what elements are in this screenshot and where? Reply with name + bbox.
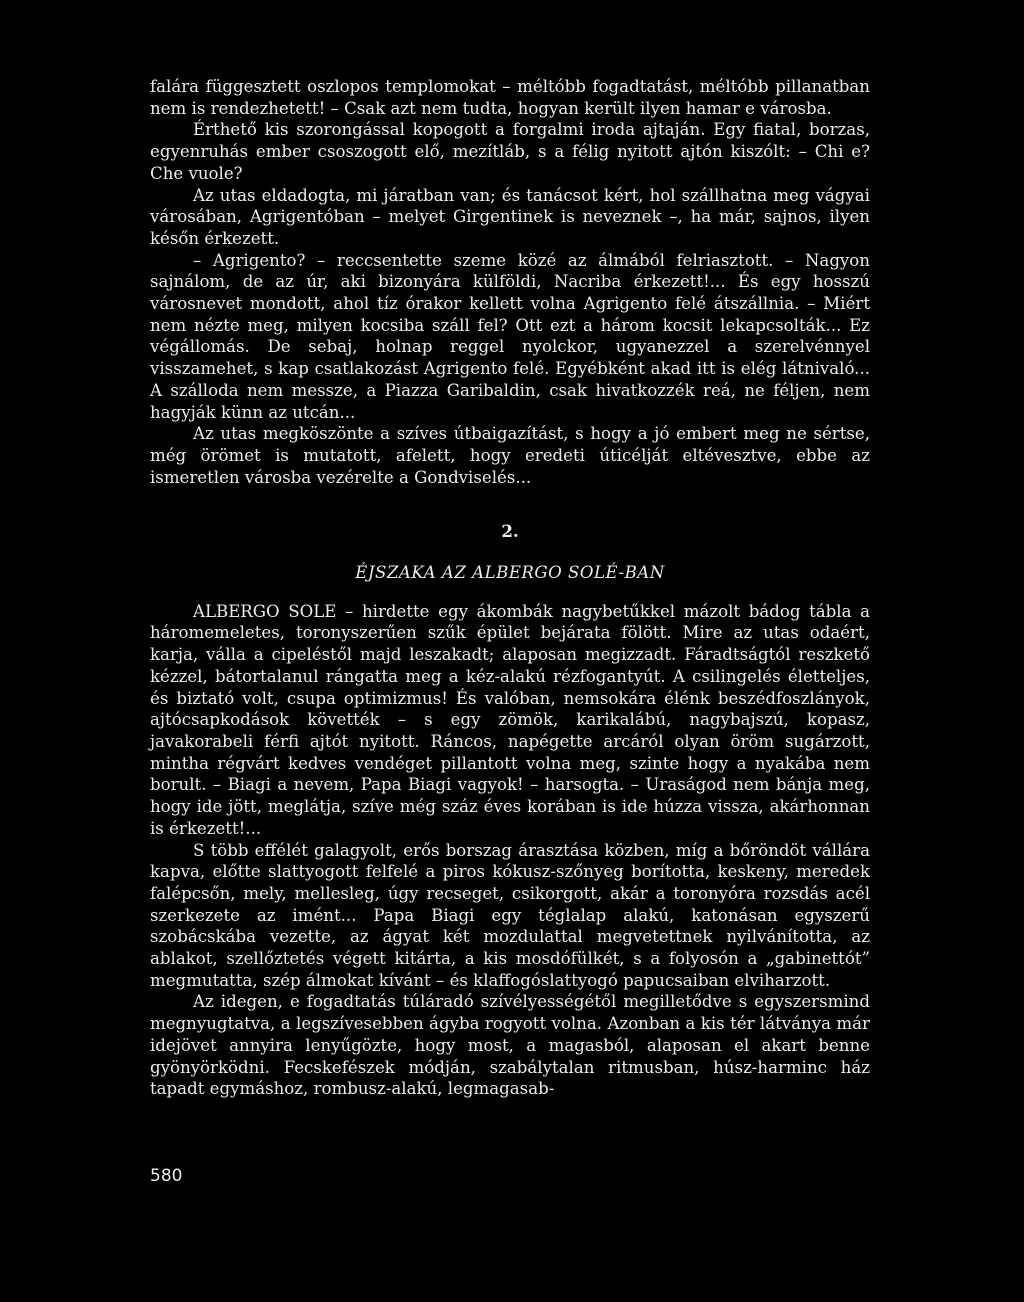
paragraph-thanks: Az utas megköszönte a szíves útbaigazítást, s hogy a jó embert meg ne sértse, még örömet is mutatott, afelett, hogy eredeti úticélját eltévesztve, ebbe az ismeretlen városba vezérelte a Gondviselés... xyxy=(150,424,870,487)
page-body xyxy=(150,76,870,1100)
paragraph-stairs: S több effélét galagyolt, erős borszag árasztása közben, míg a bőröndöt vállára kapva, előtte slattyogott felfelé a piros kókusz-szőnyeg borította, keskeny, meredek falépcsőn, mely, mellesleg, úgy recseget, csikorgott, akár a toronyóra rozsdás acél szerkezete az imént... Papa Biagi egy téglalap alakú, katonásan egyszerű szobácskába vezette, az ágyat két mozdulattal megvetettnek nyilvánította, az ablakot, szellőztetés végett kitárta, a kis mosdófülkét, s a folyosón a „gabinettót” megmutatta, szép álmokat kívánt – és klaffogóslattyogó papucsaiban elviharzott. xyxy=(150,840,870,990)
paragraph-square: Az idegen, e fogadtatás túláradó szívélyességétől megilletődve s egyszersmind megnyugtatva, a legszívesebben ágyba rogyott volna. Azonban a kis tér látványa már idejövet annyira lenyűgözte, hogy most, a magasból, alaposan el akart benne gyönyörködni. Fecskefészek módján, szabálytalan ritmusban, húsz-harminc ház tapadt egymáshoz, rombusz-alakú, legmagasab- xyxy=(150,992,870,1099)
chapter-title: ÉJSZAKA AZ ALBERGO SOLÉ-BAN xyxy=(355,563,665,583)
paragraph-reply: – Agrigento? – reccsentette szeme közé az álmából felriasztott. – Nagyon sajnálom, de az úr, aki bizonyára külföldi, Nacriba érkezett!... És egy hosszú városnevet mondott, ahol tíz órakor kellett volna Agrigento felé átszállnia. – Miért nem nézte meg, milyen kocsiba száll fel? Ott ezt a három kocsit lekapcsolták... Ez végállomás. De sebaj, holnap reggel nyolckor, ugyanezzel a szerelvénnyel visszamehet, s kap csatlakozást Agrigento felé. Egyébként akad itt is elég látnivaló... A szálloda nem messze, a Piazza Garibaldin, csak hivatkozzék reá, ne féljen, nem hagyják künn az utcán... xyxy=(150,250,870,422)
paragraph-albergo: ALBERGO SOLE – hirdette egy ákombák nagybetűkkel mázolt bádog tábla a háromemeletes, toronyszerűen szűk épület bejárata fölött. Mire az utas odaért, karja, válla a cipeléstől majd leszakadt; alaposan megizzadt. Fáradtságtól reszkető kézzel, bátortalanul rángatta meg a kéz-alakú rézfogantyút. A csilingelés életteljes, és biztató volt, csupa optimizmus! És valóban, nemsokára élénk beszédfoszlányok, ajtócsapkodások követték – s egy zömök, karikalábú, nagybajszú, kopasz, javakorabeli férfi ajtót nyitott. Ráncos, napégette arcáról olyan öröm sugárzott, mintha régvárt kedves vendéget pillantott volna meg, szinte hogy a nyakába nem borult. – Biagi a nevem, Papa Biagi vagyok! – harsogta. – Uraságod nem bánja meg, hogy ide jött, meglátja, szíve még száz éves korában is ide húzza vissza, akárhonnan is érkezett!... xyxy=(150,601,870,838)
paragraph-continuation: falára függesztett oszlopos templomokat – méltóbb fogadtatást, méltóbb pillanatban nem is rendezhetett! – Csak azt nem tudta, hogyan került ilyen hamar e városba. xyxy=(150,77,870,118)
chapter-number: 2. xyxy=(501,521,519,542)
paragraph-inquiry: Az utas eldadogta, mi járatban van; és tanácsot kért, hol szállhatna meg vágyai városában, Agrigentóban – melyet Girgentinek is neveznek –, ha már, sajnos, ilyen későn érkezett. xyxy=(150,185,870,248)
page-number: 580 xyxy=(150,1166,183,1186)
paragraph-knock: Érthető kis szorongással kopogott a forgalmi iroda ajtaján. Egy fiatal, borzas, egyenruhás ember csoszogott elő, mezítláb, s a félig nyitott ajtón kiszólt: – Chi e? Che vuole? xyxy=(150,120,870,183)
